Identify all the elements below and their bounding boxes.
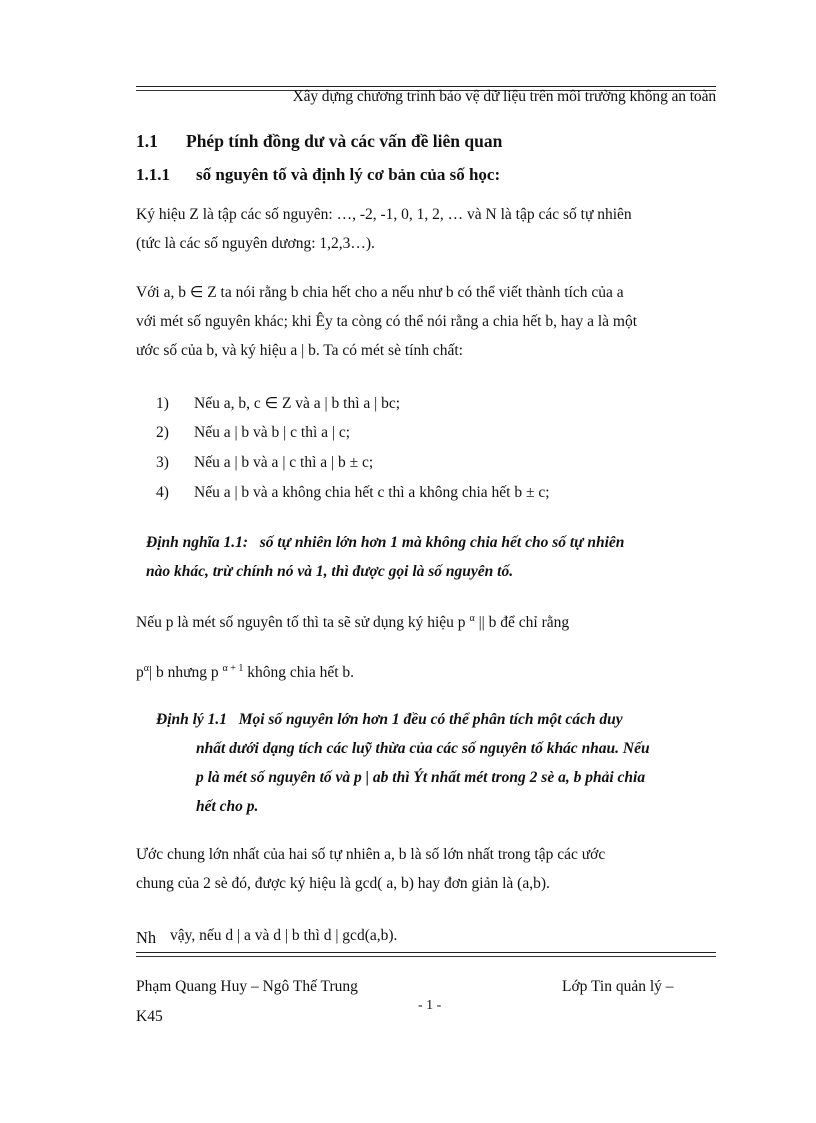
- theorem-text: Mọi số nguyên lớn hơn 1 đều có thể phân tích một cách duy: [238, 711, 623, 728]
- footer-rule-top: [136, 952, 716, 953]
- paragraph-divisibility: [136, 278, 716, 365]
- paragraph-line: Ước chung lớn nhất của hai số tự nhiên a, b là số lớn nhất trong tập các ước: [136, 846, 606, 863]
- definition-line-1: [146, 528, 716, 557]
- theorem-text-line: hết cho p.: [196, 798, 259, 815]
- footer-rule-bottom: [136, 956, 716, 957]
- footer-cohort: K45: [136, 1008, 163, 1025]
- property-text: Nếu a | b và a | c thì a | b ± c;: [194, 454, 374, 471]
- paragraph-line: với mét số nguyên khác; khi Êy ta còng có thể nói rằng a chia hết b, hay a là một: [136, 313, 638, 330]
- property-number: 1): [156, 395, 169, 412]
- property-item: [156, 484, 550, 502]
- paragraph-line: (tức là các số nguyên dương: 1,2,3…).: [136, 235, 375, 252]
- running-header: Xây dựng chương trình bảo vệ dữ liệu trên môi trường không an toàn: [292, 88, 716, 105]
- section-heading: [136, 131, 502, 152]
- definition-text: số tự nhiên lớn hơn 1 mà không chia hết cho số tự nhiên: [259, 534, 625, 551]
- subsection-number: 1.1.1: [136, 165, 170, 184]
- notation-text: p: [136, 664, 144, 682]
- theorem-label: Định lý 1.1: [156, 711, 228, 728]
- theorem-text-line: nhất dưới dạng tích các luỹ thừa của các số nguyên tố khác nhau. Nếu: [196, 740, 650, 757]
- notation-superscript: α: [143, 663, 149, 674]
- paragraph-text: vậy, nếu d | a và d | b thì d | gcd(a,b).: [170, 927, 398, 944]
- property-number: 3): [156, 454, 169, 471]
- paragraph-line: Với a, b ∈ Z ta nói rằng b chia hết cho a nếu như b có thể viết thành tích của a: [136, 284, 624, 301]
- property-text: Nếu a | b và a không chia hết c thì a không chia hết b ± c;: [194, 484, 550, 501]
- notation-line-1: [136, 604, 716, 637]
- subsection-heading: [136, 165, 500, 185]
- property-item: [156, 454, 373, 472]
- property-item: [156, 394, 400, 413]
- section-number: 1.1: [136, 131, 158, 151]
- property-number: 4): [156, 484, 169, 501]
- footer-authors: Phạm Quang Huy – Ngô Thế Trung: [136, 978, 358, 995]
- theorem-text-line: p là mét số nguyên tố và p | ab thì Ýt nhất mét trong 2 sè a, b phải chia: [196, 769, 646, 786]
- notation-superscript: α + 1: [222, 663, 244, 674]
- paragraph-line: ước số của b, và ký hiệu a | b. Ta có mét sè tính chất:: [136, 342, 463, 359]
- property-text: Nếu a, b, c ∈ Z và a | b thì a | bc;: [194, 395, 401, 412]
- notation-text: || b để chỉ rằng: [474, 614, 570, 632]
- paragraph-line: chung của 2 sè đó, được ký hiệu là gcd( a, b) hay đơn giản là (a,b).: [136, 875, 550, 892]
- notation-line-2: [136, 654, 716, 687]
- paragraph-gcd-consequence: [136, 921, 716, 952]
- paragraph-integers: [136, 200, 716, 258]
- definition-line-2: nào khác, trừ chính nó và 1, thì được gọi là số nguyên tố.: [146, 563, 514, 580]
- notation-text: | b nhưng p: [149, 664, 219, 682]
- property-number: 2): [156, 424, 169, 441]
- definition-label: Định nghĩa 1.1:: [146, 534, 249, 551]
- property-item: [156, 424, 350, 442]
- section-title: Phép tính đồng dư và các vấn đề liên quan: [186, 131, 503, 151]
- notation-text: Nếu p là mét số nguyên tố thì ta sẽ sử dụng ký hiệu p: [136, 614, 466, 632]
- notation-text: không chia hết b.: [243, 664, 355, 682]
- theorem-body: [196, 734, 716, 821]
- paragraph-fragment: Nh: [136, 928, 157, 947]
- subsection-title: số nguyên tố và định lý cơ bản của số học:: [196, 165, 501, 184]
- page-number: - 1 -: [418, 998, 442, 1013]
- property-text: Nếu a | b và b | c thì a | c;: [194, 424, 351, 441]
- paragraph-gcd: [136, 840, 716, 898]
- definition-block: [146, 528, 716, 586]
- notation-superscript: α: [469, 613, 475, 624]
- paragraph-line: Ký hiệu Z là tập các số nguyên: …, -2, -1, 0, 1, 2, … và N là tập các số tự nhiên: [136, 206, 632, 223]
- theorem-line-1: [156, 705, 716, 734]
- header-rule-top: [136, 86, 716, 87]
- footer-class: Lớp Tin quản lý –: [562, 978, 674, 995]
